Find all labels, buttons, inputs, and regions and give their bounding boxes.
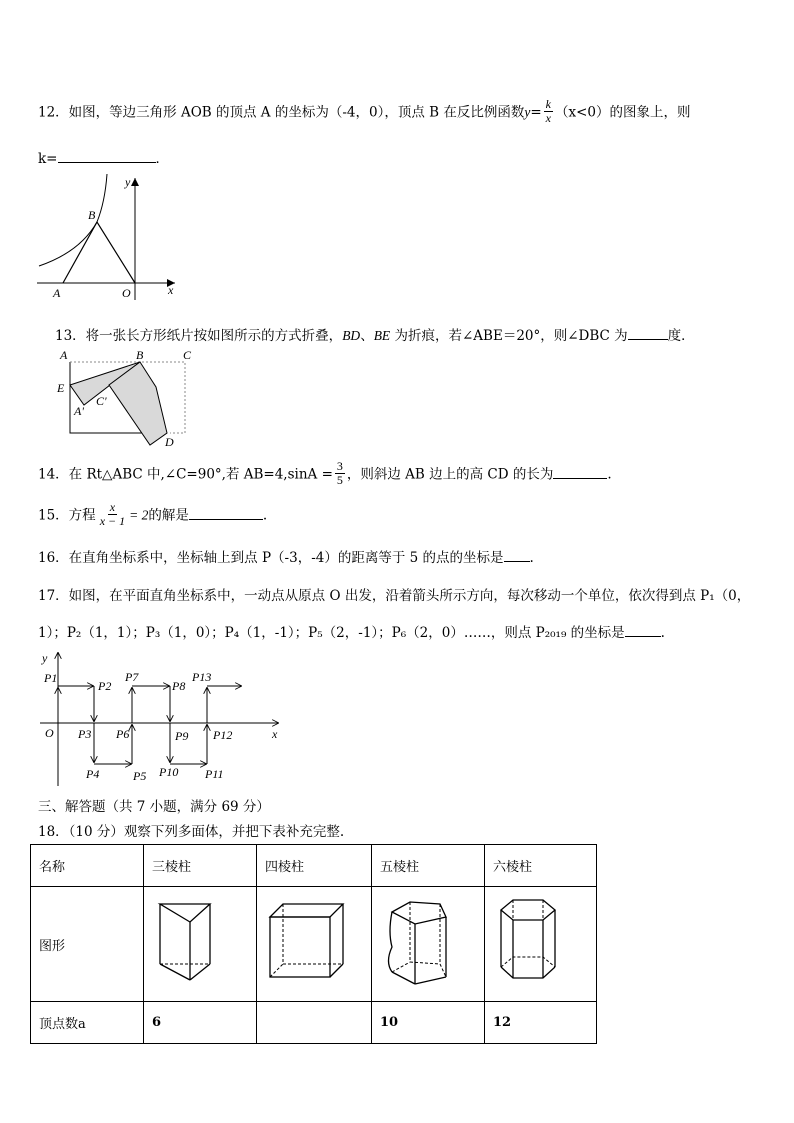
- triangular-prism-cell: [144, 887, 257, 1002]
- hexagonal-prism-icon: [493, 892, 573, 992]
- q18-text: 18．（10 分）观察下列多面体，并把下表补充完整.: [38, 824, 345, 840]
- table-header-cell: 五棱柱: [372, 845, 485, 887]
- q12-label-A: A: [53, 286, 61, 300]
- figure-row-label: 图形: [31, 887, 144, 1002]
- q17-label-P13: P13: [192, 670, 212, 684]
- q14-frac-den: 5: [336, 472, 343, 487]
- q17-text: 1）；P₂（1，1）；P₃（1，0）；P₄（1，-1）；P₅（2，-1）；P₆（2，0）……，则点 P₂₀₁₉ 的坐标是: [38, 625, 625, 641]
- q12-line2: [38, 147, 169, 167]
- vertices-cell-hexagonal: 12: [485, 1002, 597, 1044]
- q15-end: .: [262, 507, 268, 524]
- q17-label-P2: P2: [98, 679, 112, 693]
- q13-label-D: D: [165, 435, 174, 449]
- q16-end: .: [529, 550, 534, 566]
- q15-fraction: [98, 501, 127, 527]
- polyhedra-table: [30, 844, 597, 1044]
- q17-label-P12: P12: [213, 728, 233, 742]
- q12-label-O: O: [122, 286, 131, 300]
- q17-label-P11: P11: [205, 767, 224, 781]
- q17-label-P3: P3: [78, 727, 92, 741]
- q14-line: [38, 459, 612, 488]
- q17-label-P7: P7: [125, 670, 139, 684]
- q15-text-post: 的解是: [148, 507, 189, 524]
- q12-k-label: k=: [38, 151, 58, 167]
- q12-text-post: （x<0）的图象上，则: [554, 104, 691, 121]
- vertices-cell-pentagonal: 10: [372, 1002, 485, 1044]
- q17-label-P4: P4: [86, 767, 100, 781]
- q12-frac-den: x: [545, 110, 551, 125]
- quadrangular-prism-icon: [265, 892, 349, 992]
- q17-line1: 17．如图，在平面直角坐标系中，一动点从原点 O 出发，沿着箭头所示方向，每次移动一个单位，依次得到点 P₁（0，: [38, 588, 751, 604]
- q13-label-E: E: [57, 381, 65, 395]
- pentagonal-prism-cell: [372, 887, 485, 1002]
- table-header-cell: 名称: [31, 845, 144, 887]
- q13-bd: BD: [342, 328, 361, 343]
- triangular-prism-icon: [152, 892, 232, 992]
- q12-figure: [35, 172, 180, 302]
- q17-line2: [38, 621, 665, 641]
- q12-end: ．: [155, 151, 169, 167]
- q15-line: [38, 500, 268, 529]
- q17-label-P6: P6: [116, 727, 130, 741]
- table-header-cell: 四棱柱: [257, 845, 372, 887]
- q13-label-B: B: [136, 348, 144, 362]
- q12-triangle: [63, 222, 135, 283]
- q12-answer-blank[interactable]: [58, 149, 156, 164]
- q13-line: [55, 324, 695, 344]
- q17-label-x: x: [272, 727, 278, 741]
- q14-frac-num: 3: [336, 459, 343, 473]
- q17-label-P9: P9: [175, 729, 189, 743]
- vertices-cell-quadrangular[interactable]: [257, 1002, 372, 1044]
- q13-label-C: C: [183, 348, 192, 362]
- q13-label-A: A: [60, 348, 68, 362]
- q13-be: BE: [373, 328, 391, 343]
- q17-label-P1: P1: [44, 671, 58, 685]
- q16-text: 16．在直角坐标系中，坐标轴上到点 P（-3，-4）的距离等于 5 的点的坐标是: [38, 550, 504, 566]
- q14-text-post: ，则斜边 AB 边上的高 CD 的长为: [346, 466, 554, 483]
- table-figure-row: [31, 887, 597, 1002]
- q16-line: [38, 546, 534, 566]
- q13-label-A1: A': [74, 404, 84, 418]
- q15-frac-den: x − 1: [99, 513, 126, 528]
- q12-label-y: y: [125, 175, 131, 189]
- q17-label-P10: P10: [159, 765, 179, 779]
- q12-frac-num: k: [545, 97, 551, 111]
- q17-label-O: O: [45, 726, 54, 740]
- q15-answer-blank[interactable]: [189, 505, 263, 520]
- quadrangular-prism-cell: [257, 887, 372, 1002]
- vertices-row-label: 顶点数a: [31, 1002, 144, 1044]
- q16-answer-blank[interactable]: [504, 548, 530, 563]
- q17-end: .: [660, 625, 665, 641]
- vertices-cell-triangular: 6: [144, 1002, 257, 1044]
- q14-text: 14．在 Rt△ABC 中,∠C=90°,若 AB=4,sinA =: [38, 466, 333, 483]
- table-header-cell: 三棱柱: [144, 845, 257, 887]
- q13-sep: 、: [360, 328, 374, 344]
- q12-y-arrow-icon: [131, 178, 139, 186]
- q12-func-y: y: [524, 104, 531, 120]
- pentagonal-prism-icon: [380, 892, 460, 992]
- hexagonal-prism-cell: [485, 887, 597, 1002]
- table-header-row: [31, 845, 597, 887]
- q17-label-P8: P8: [172, 679, 186, 693]
- q12-line1: [38, 97, 691, 126]
- q13-label-C1: C': [96, 394, 107, 408]
- table-header-cell: 六棱柱: [485, 845, 597, 887]
- q12-text: 12．如图，等边三角形 AOB 的顶点 A 的坐标为（-4，0），顶点 B 在反比例函数: [38, 104, 525, 121]
- q13-text: 13．将一张长方形纸片按如图所示的方式折叠，: [55, 328, 343, 344]
- table-vertices-row: [31, 1002, 597, 1044]
- q15-text: 15．方程: [38, 507, 96, 524]
- q13-text-mid: 为折痕，若∠ABE＝20°，则∠DBC 为: [390, 328, 628, 344]
- q12-func-eq: =: [530, 104, 542, 121]
- q12-label-x: x: [168, 283, 174, 297]
- q12-fraction: [544, 98, 553, 124]
- q17-figure: [38, 648, 288, 788]
- q13-figure: [52, 345, 202, 450]
- q12-label-B: B: [88, 208, 96, 222]
- q14-end: .: [607, 466, 612, 483]
- q14-fraction: [335, 460, 345, 486]
- q17-label-y: y: [42, 651, 48, 665]
- q17-label-P5: P5: [133, 769, 147, 783]
- q17-answer-blank[interactable]: [625, 623, 661, 638]
- q15-eq: = 2: [129, 507, 149, 523]
- section3-heading: 三、解答题（共 7 小题，满分 69 分）: [38, 799, 270, 815]
- q13-end: 度．: [667, 328, 695, 344]
- q13-answer-blank[interactable]: [628, 326, 668, 341]
- q15-frac-num: x: [109, 500, 116, 514]
- q14-answer-blank[interactable]: [553, 464, 607, 479]
- q12-hyperbola: [39, 174, 107, 266]
